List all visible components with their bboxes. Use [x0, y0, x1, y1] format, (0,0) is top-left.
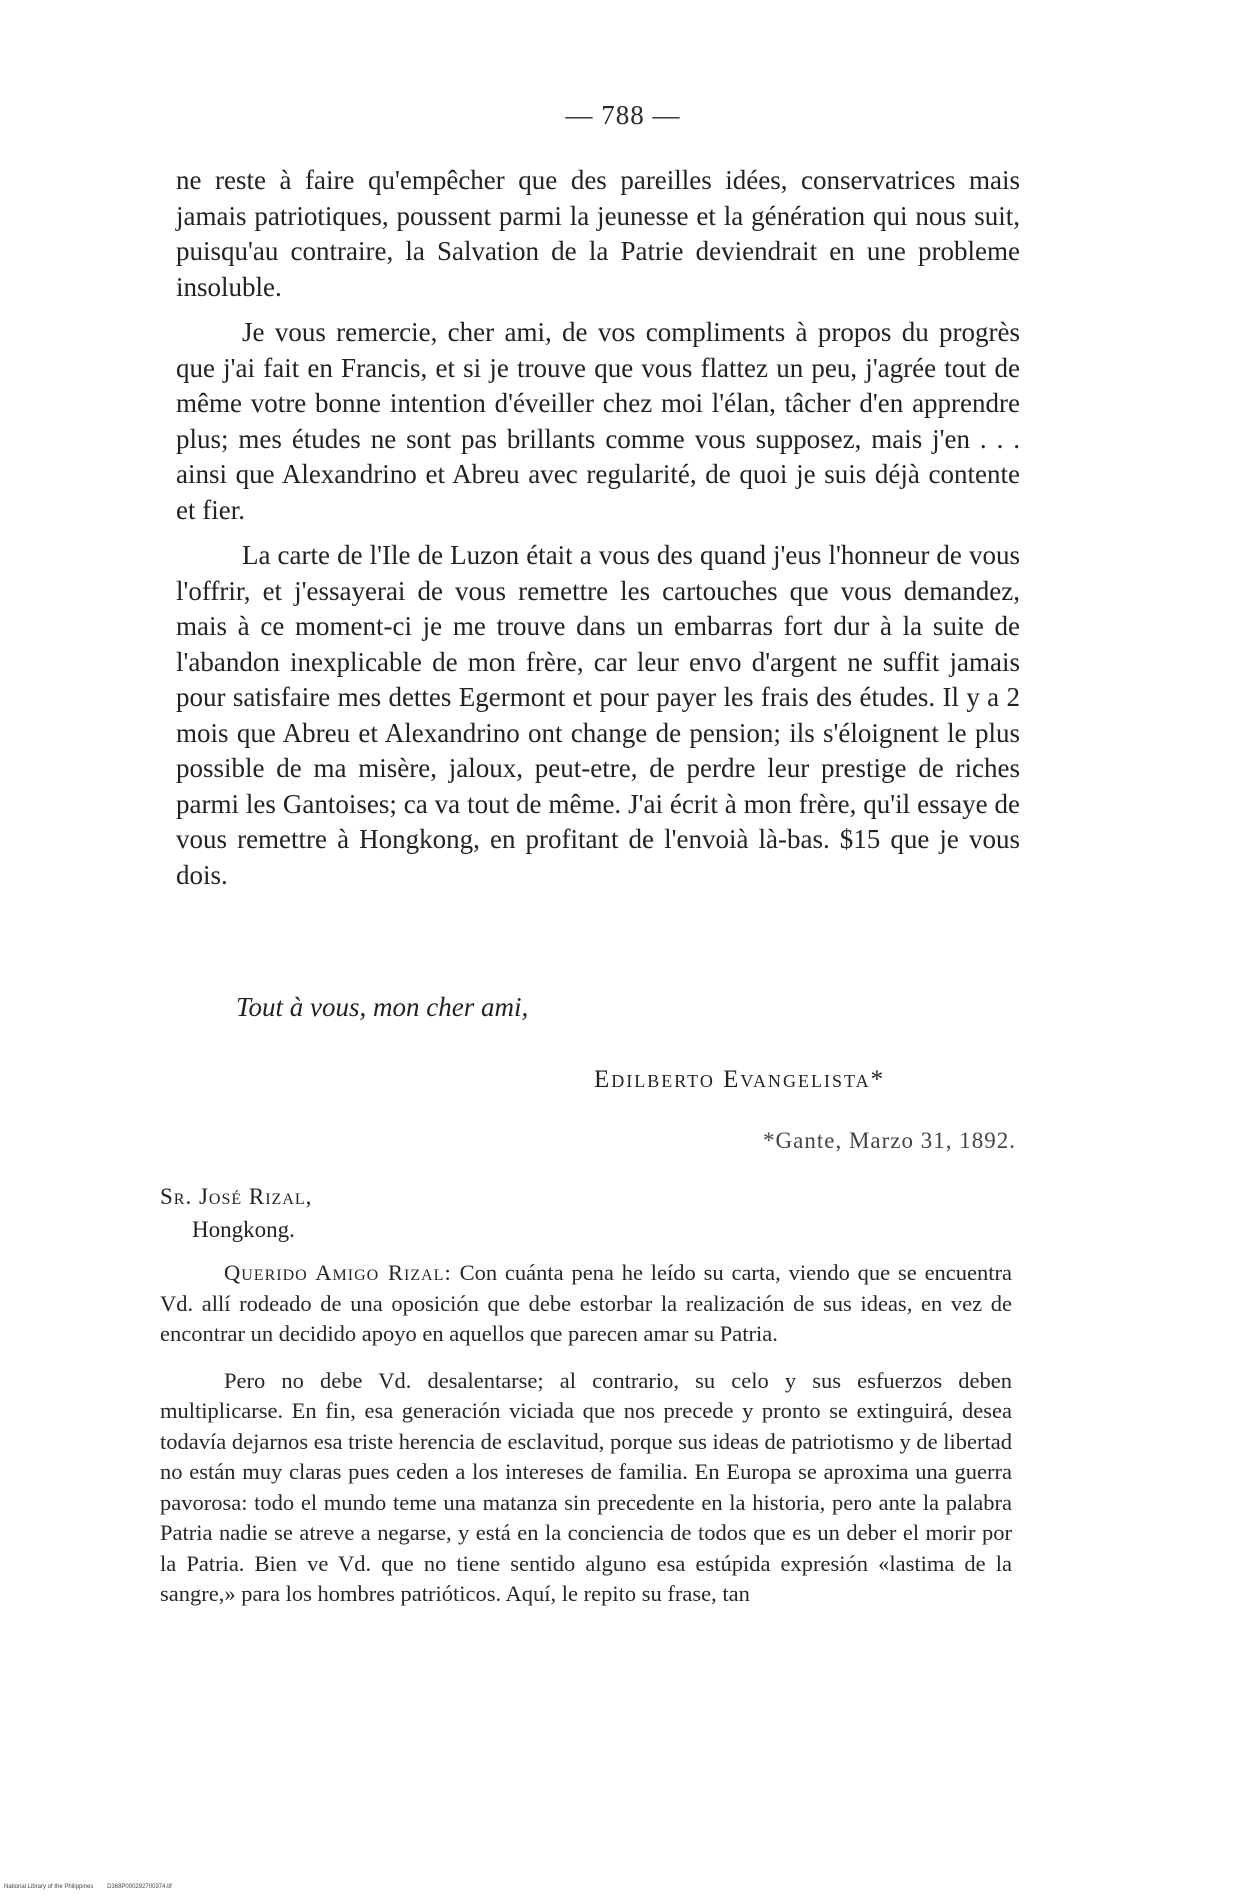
addressee-block [160, 1180, 312, 1246]
spanish-letter-body [160, 1258, 1012, 1610]
spanish-paragraph-1 [160, 1258, 1012, 1350]
signature-footnote: *Gante, Marzo 31, 1892. [763, 1128, 1016, 1153]
french-paragraph-1: ne reste à faire qu'empêcher que des pareilles idées, conservatrices mais jamais patriotiques, poussent parmi la jeunesse et la génération qui nous suit, puisqu'au contraire, la Salvation de la Patrie deviendrait en une probleme insoluble. [176, 165, 1020, 302]
spanish-paragraph-1-text: Con cuánta pena he leído su carta, viendo que se encuentra Vd. allí rodeado de una oposición que debe estorbar la realización de sus ideas, en vez de encontrar un decidido apoyo en aquellos que parecen amar su Patria. [160, 1260, 1013, 1346]
salutation: Querido Amigo Rizal: [224, 1260, 452, 1285]
letter-closing: Tout à vous, mon cher ami, [236, 992, 529, 1022]
french-letter-body [176, 163, 1020, 893]
french-paragraph-3: La carte de l'Ile de Luzon était a vous des quand j'eus l'honneur de vous l'offrir, et j'essayerai de vous remettre les cartouches que vous demandez, mais à ce moment-ci je me trouve dans un embarras fort dur à la suite de l'abandon inexplicable de mon frère, car leur envo d'argent ne suffit jamais pour satisfaire mes dettes Egermont et pour payer les frais des études. Il y a 2 mois que Abreu et Alexandrino ont change de pension; ils s'éloignent le plus possible de ma misère, jaloux, peut-etre, de perdre leur prestige de riches parmi les Gantoises; ca va tout de même. J'ai écrit à mon frère, qu'il essaye de vous remettre à Hongkong, en profitant de l'envoià là-bas. $15 que je vous dois. [176, 540, 1020, 890]
scan-footer [4, 1884, 172, 1890]
signature: Edilberto Evangelista* [594, 1066, 886, 1093]
addressee-name: Sr. José Rizal, [160, 1184, 313, 1209]
footer-library: National Library of the Philippines [4, 1884, 94, 1890]
addressee-place: Hongkong. [192, 1217, 295, 1242]
page-number: — 788 — [565, 100, 681, 130]
footer-code: D368P000292700374.tif [107, 1884, 172, 1890]
spanish-paragraph-2: Pero no debe Vd. desalentarse; al contrario, su celo y sus esfuerzos deben multiplicarse. En fin, esa generación viciada que nos precede y pronto se extinguirá, desea todavía dejarnos esa triste herencia de esclavitud, porque sus ideas de patriotismo y de libertad no están muy claras pues ceden a los intereses de familia. En Europa se aproxima una guerra pavorosa: todo el mundo teme una matanza sin precedente en la historia, pero ante la palabra Patria nadie se atreve a negarse, y está en la conciencia de todos que es un deber el morir por la Patria. Bien ve Vd. que no tiene sentido alguno esa estúpida expresión «lastima de la sangre,» para los hombres patrióticos. Aquí, le repito su frase, tan [160, 1367, 1012, 1606]
french-paragraph-2: Je vous remercie, cher ami, de vos compliments à propos du progrès que j'ai fait en Francis, et si je trouve que vous flattez un peu, j'agrée tout de même votre bonne intention d'éveiller chez moi l'élan, tâcher d'en apprendre plus; mes études ne sont pas brillants comme vous supposez, mais j'en . . . ainsi que Alexandrino et Abreu avec regularité, de quoi je suis déjà contente et fier. [176, 317, 1020, 525]
